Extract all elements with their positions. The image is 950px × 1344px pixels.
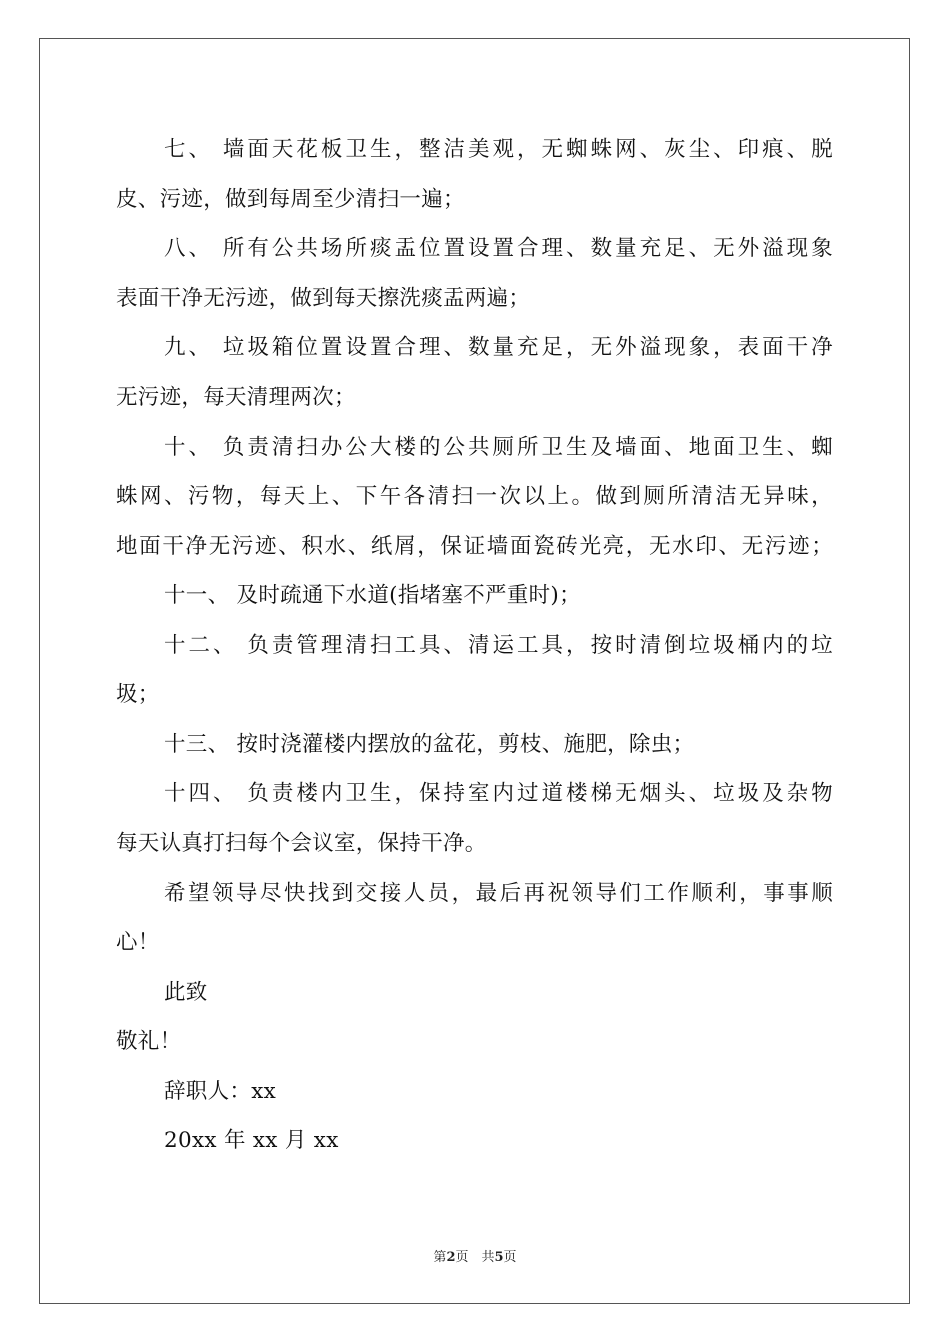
text-line: 十二、 负责管理清扫工具、清运工具，按时清倒垃圾桶内的垃 bbox=[164, 633, 833, 658]
text-line: 希望领导尽快找到交接人员，最后再祝领导们工作顺利，事事顺 bbox=[164, 881, 833, 906]
page-frame bbox=[39, 38, 910, 1304]
text-line: 圾； bbox=[116, 682, 160, 707]
closing-salutation: 此致 bbox=[164, 980, 208, 1005]
text-line: 七、 墙面天花板卫生，整洁美观，无蜘蛛网、灰尘、印痕、脱 bbox=[164, 137, 833, 162]
text-line: 地面干净无污迹、积水、纸屑，保证墙面瓷砖光亮，无水印、无污迹； bbox=[116, 534, 833, 559]
page-number bbox=[0, 1246, 950, 1265]
page-mid: 页 共 bbox=[455, 1250, 495, 1265]
text-line: 表面干净无污迹，做到每天擦洗痰盂两遍； bbox=[116, 286, 531, 311]
text-line: 十一、 及时疏通下水道(指堵塞不严重时)； bbox=[164, 583, 581, 608]
page-total: 5 bbox=[494, 1250, 504, 1265]
signature-name: 辞职人：xx bbox=[164, 1079, 277, 1104]
text-line: 九、 垃圾箱位置设置合理、数量充足，无外溢现象，表面干净 bbox=[164, 335, 833, 360]
text-line: 每天认真打扫每个会议室，保持干净。 bbox=[116, 831, 487, 856]
text-line: 十、 负责清扫办公大楼的公共厕所卫生及墙面、地面卫生、蜘 bbox=[164, 435, 833, 460]
signature-date: 20xx 年 xx 月 xx bbox=[164, 1128, 339, 1153]
text-line: 蛛网、污物，每天上、下午各清扫一次以上。做到厕所清洁无异味， bbox=[116, 484, 833, 509]
closing-regards: 敬礼！ bbox=[116, 1029, 182, 1054]
page-prefix: 第 bbox=[433, 1250, 447, 1265]
text-line: 无污迹，每天清理两次； bbox=[116, 385, 356, 410]
page-suffix: 页 bbox=[503, 1250, 517, 1265]
text-line: 八、 所有公共场所痰盂位置设置合理、数量充足、无外溢现象 bbox=[164, 236, 833, 261]
text-line: 十三、 按时浇灌楼内摆放的盆花，剪枝、施肥，除虫； bbox=[164, 732, 695, 757]
page-current: 2 bbox=[446, 1250, 456, 1265]
text-line: 心！ bbox=[116, 930, 160, 955]
text-line: 皮、污迹，做到每周至少清扫一遍； bbox=[116, 187, 465, 212]
text-line: 十四、 负责楼内卫生，保持室内过道楼梯无烟头、垃圾及杂物 bbox=[164, 781, 833, 806]
